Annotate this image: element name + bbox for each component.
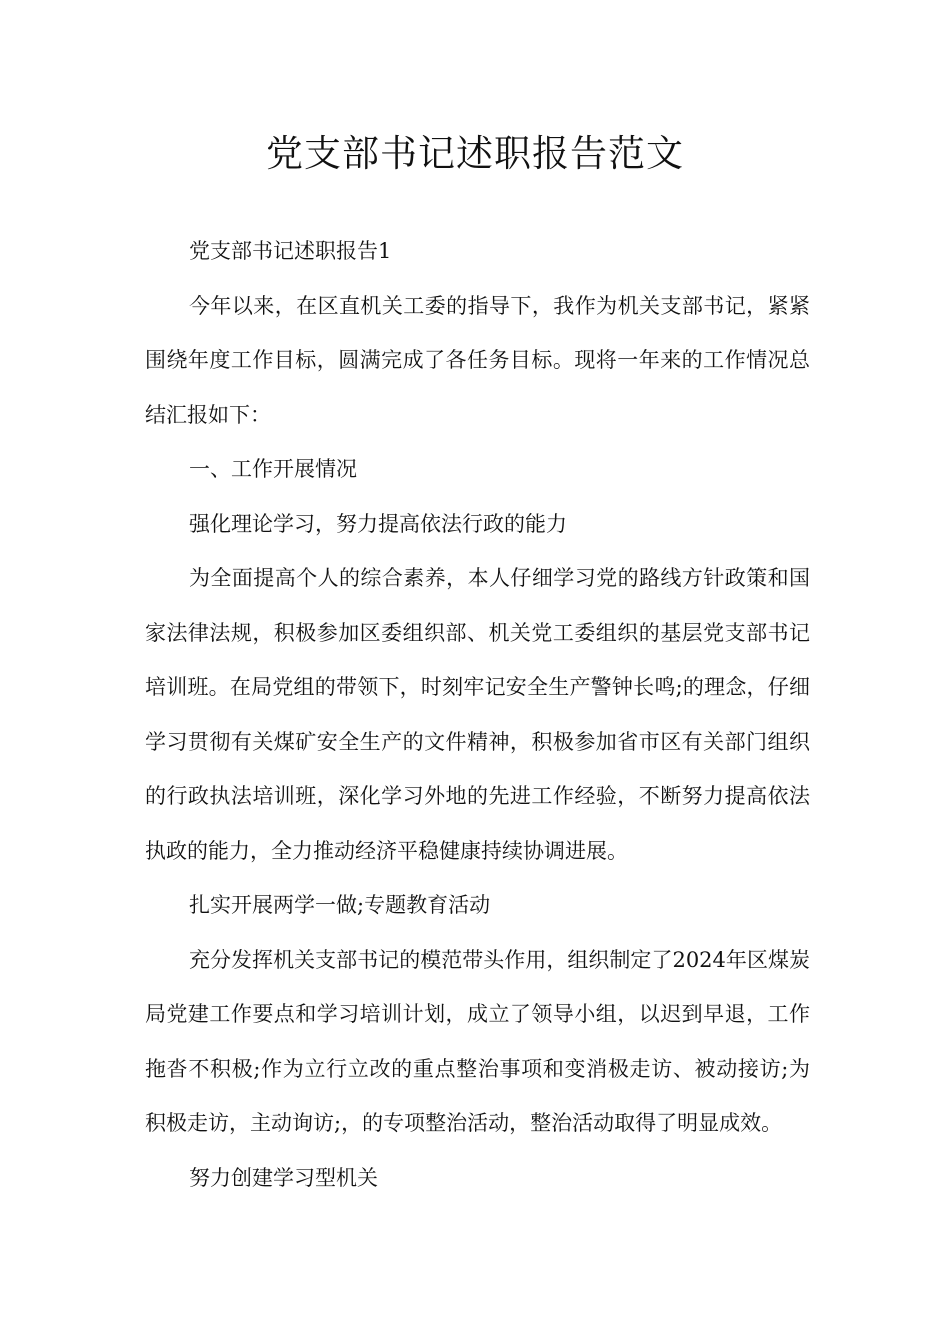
report-subtitle: 党支部书记述职报告1 bbox=[189, 239, 392, 263]
section-heading-work: 一、工作开展情况 bbox=[189, 457, 357, 481]
document-body bbox=[145, 224, 810, 1205]
document-title: 党支部书记述职报告范文 bbox=[266, 132, 684, 175]
paragraph-education-activity: 充分发挥机关支部书记的模范带头作用，组织制定了2024年区煤炭局党建工作要点和学习培训计划，成立了领导小组，以迟到早退，工作拖沓不积极;作为立行立改的重点整治事项和变消极走访、被动接访;为积极走访，主动询访;，的专项整治活动，整治活动取得了明显成效。 bbox=[145, 947, 810, 1135]
paragraph-intro: 今年以来，在区直机关工委的指导下，我作为机关支部书记，紧紧围绕年度工作目标，圆满完成了各任务目标。现将一年来的工作情况总结汇报如下： bbox=[145, 293, 810, 427]
paragraph-theory-study: 为全面提高个人的综合素养，本人仔细学习党的路线方针政策和国家法律法规，积极参加区委组织部、机关党工委组织的基层党支部书记培训班。在局党组的带领下，时刻牢记安全生产警钟长鸣;的理念，仔细学习贯彻有关煤矿安全生产的文件精神，积极参加省市区有关部门组织的行政执法培训班，深化学习外地的先进工作经验，不断努力提高依法执政的能力，全力推动经济平稳健康持续协调进展。 bbox=[145, 566, 810, 863]
subheading-education-activity: 扎实开展两学一做;专题教育活动 bbox=[189, 893, 491, 917]
subheading-learning-organization: 努力创建学习型机关 bbox=[189, 1165, 378, 1190]
subheading-theory-study: 强化理论学习，努力提高依法行政的能力 bbox=[189, 511, 567, 536]
